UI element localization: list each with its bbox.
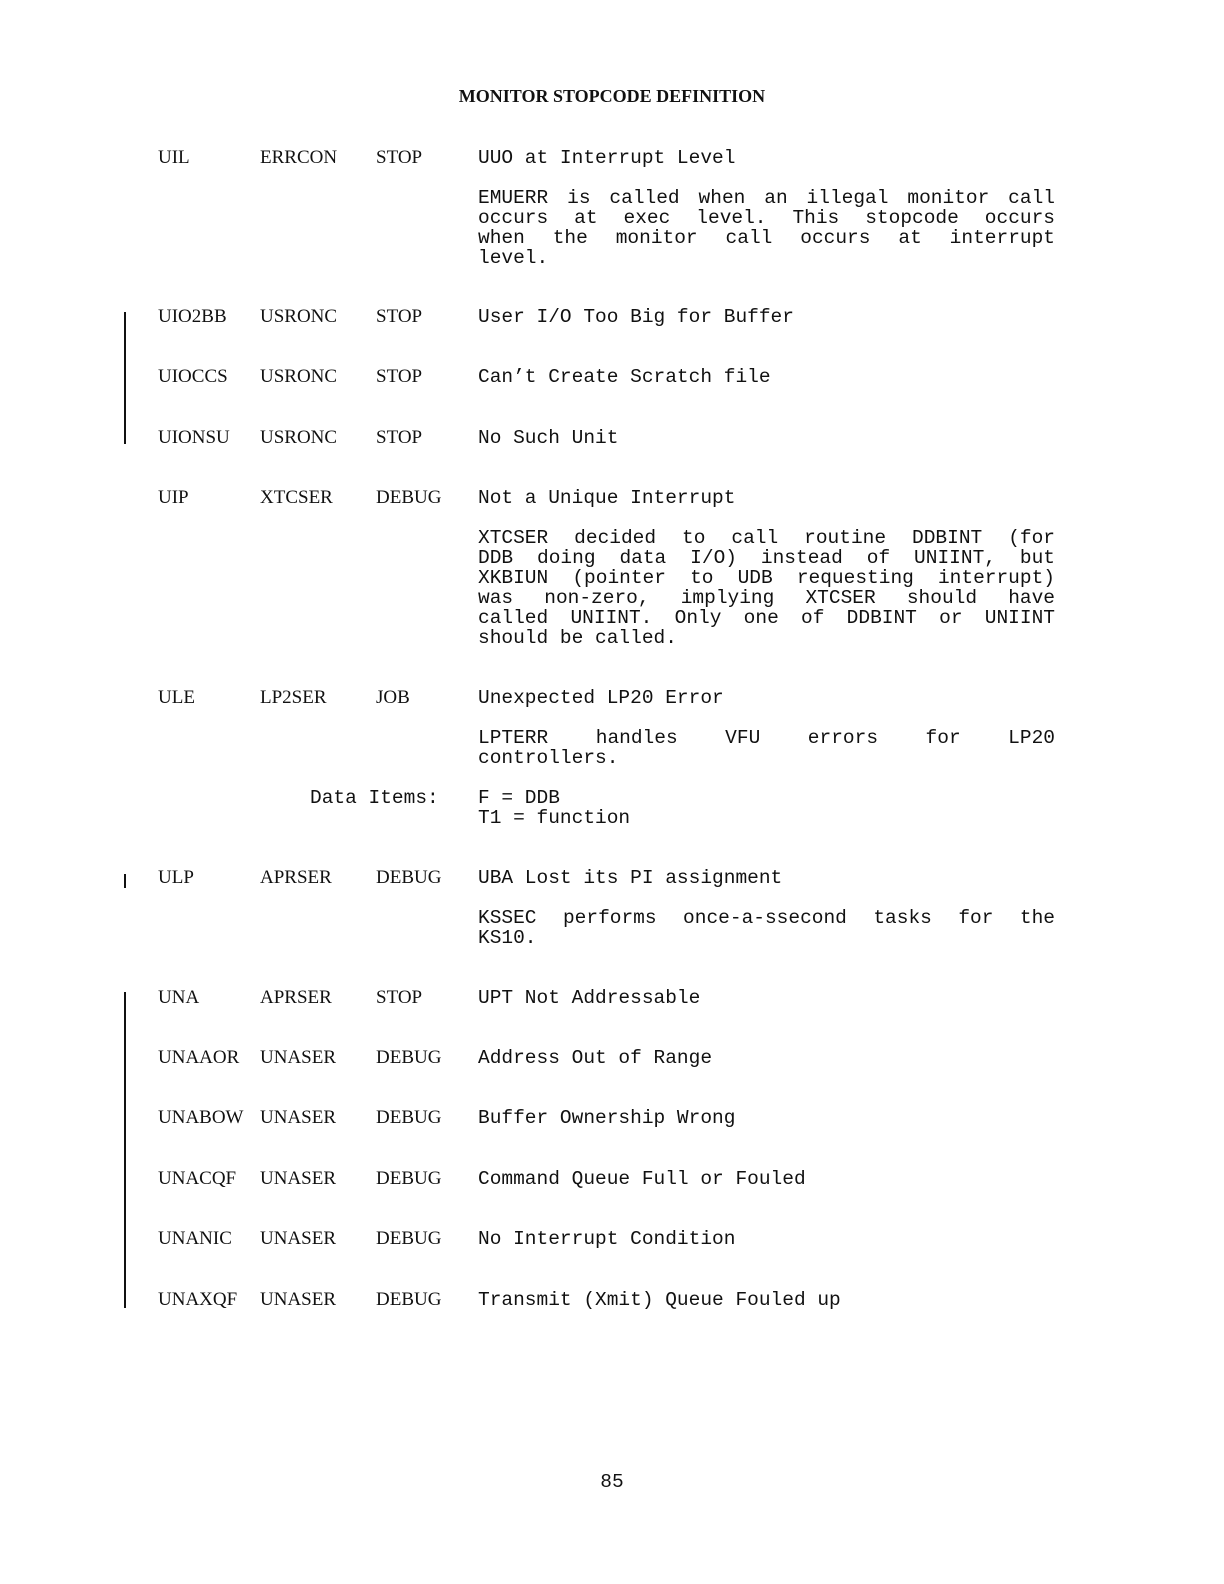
stopcode-type: DEBUG xyxy=(376,487,442,508)
stopcode-name: ULP xyxy=(158,867,194,888)
description-line: called UNIINT. Only one of DDBINT or UNIINT xyxy=(478,607,1055,629)
stopcode-description xyxy=(478,528,1055,648)
stopcode-name: UNACQF xyxy=(158,1168,237,1189)
stopcode-title: No Such Unit xyxy=(478,427,619,449)
description-line: DDB doing data I/O) instead of UNIINT, but xyxy=(478,547,1055,569)
stopcode-title: Transmit (Xmit) Queue Fouled up xyxy=(478,1289,841,1311)
description-line: EMUERR is called when an illegal monitor call xyxy=(478,187,1055,209)
stopcode-type: DEBUG xyxy=(376,1168,442,1189)
stopcode-module: ERRCON xyxy=(260,147,338,168)
stopcode-type: STOP xyxy=(376,306,423,327)
page-title: MONITOR STOPCODE DEFINITION xyxy=(458,86,766,106)
data-items-label: Data Items: xyxy=(310,787,439,809)
stopcode-name: UNAXQF xyxy=(158,1289,238,1310)
stopcode-name: UIONSU xyxy=(158,427,230,448)
stopcode-module: USRONC xyxy=(260,306,338,327)
description-line: controllers. xyxy=(478,747,619,769)
stopcode-title: UPT Not Addressable xyxy=(478,987,701,1009)
stopcode-module: APRSER xyxy=(260,987,332,1008)
stopcode-name: ULE xyxy=(158,687,195,708)
stopcode-module: XTCSER xyxy=(260,487,333,508)
data-items-list xyxy=(478,788,630,828)
stopcode-module: LP2SER xyxy=(260,687,327,708)
description-line: level. xyxy=(478,247,549,269)
stopcode-name: UIL xyxy=(158,147,190,168)
stopcode-module: UNASER xyxy=(260,1289,337,1310)
page-number: 85 xyxy=(600,1471,624,1493)
description-line: was non-zero, implying XTCSER should have xyxy=(478,587,1055,609)
stopcode-description xyxy=(478,728,1055,768)
stopcode-title: UUO at Interrupt Level xyxy=(478,147,736,169)
description-line: XTCSER decided to call routine DDBINT (for xyxy=(478,527,1055,549)
description-line: occurs at exec level. This stopcode occurs xyxy=(478,207,1055,229)
stopcode-name: UIOCCS xyxy=(158,366,228,387)
stopcode-title: No Interrupt Condition xyxy=(478,1228,736,1250)
stopcode-title: User I/O Too Big for Buffer xyxy=(478,306,794,328)
stopcode-name: UNAAOR xyxy=(158,1047,240,1068)
stopcode-module: UNASER xyxy=(260,1047,337,1068)
stopcode-type: DEBUG xyxy=(376,1228,442,1249)
stopcode-type: DEBUG xyxy=(376,1047,442,1068)
stopcode-name: UNA xyxy=(158,987,200,1008)
stopcode-name: UNANIC xyxy=(158,1228,232,1249)
stopcode-title: Command Queue Full or Fouled xyxy=(478,1168,806,1190)
description-line: LPTERR handles VFU errors for LP20 xyxy=(478,727,1055,749)
stopcode-type: STOP xyxy=(376,147,423,168)
stopcode-module: USRONC xyxy=(260,366,338,387)
stopcode-module: APRSER xyxy=(260,867,332,888)
stopcode-module: UNASER xyxy=(260,1228,337,1249)
stopcode-description xyxy=(478,908,1055,948)
stopcode-module: UNASER xyxy=(260,1107,337,1128)
stopcode-name: UIP xyxy=(158,487,189,508)
description-line: when the monitor call occurs at interrupt xyxy=(478,227,1055,249)
description-line: KS10. xyxy=(478,927,537,949)
stopcode-title: UBA Lost its PI assignment xyxy=(478,867,783,889)
stopcode-description xyxy=(478,188,1055,268)
change-bar xyxy=(124,874,126,888)
description-line: KSSEC performs once-a-ssecond tasks for the xyxy=(478,907,1055,929)
stopcode-type: DEBUG xyxy=(376,1289,442,1310)
stopcode-type: DEBUG xyxy=(376,867,442,888)
stopcode-type: STOP xyxy=(376,427,423,448)
stopcode-title: Address Out of Range xyxy=(478,1047,713,1069)
data-item: F = DDB xyxy=(478,787,560,809)
data-item: T1 = function xyxy=(478,807,631,829)
stopcode-type: STOP xyxy=(376,366,423,387)
change-bar xyxy=(124,992,126,1308)
description-line: XKBIUN (pointer to UDB requesting interrupt) xyxy=(478,567,1055,589)
stopcode-name: UIO2BB xyxy=(158,306,227,327)
stopcode-module: UNASER xyxy=(260,1168,337,1189)
stopcode-title: Can’t Create Scratch file xyxy=(478,366,771,388)
stopcode-name: UNABOW xyxy=(158,1107,244,1128)
stopcode-type: DEBUG xyxy=(376,1107,442,1128)
stopcode-type: JOB xyxy=(376,687,410,708)
stopcode-title: Unexpected LP20 Error xyxy=(478,687,724,709)
change-bar xyxy=(124,312,126,444)
stopcode-module: USRONC xyxy=(260,427,338,448)
stopcode-title: Not a Unique Interrupt xyxy=(478,487,736,509)
stopcode-type: STOP xyxy=(376,987,423,1008)
description-line: should be called. xyxy=(478,627,677,649)
stopcode-title: Buffer Ownership Wrong xyxy=(478,1107,736,1129)
